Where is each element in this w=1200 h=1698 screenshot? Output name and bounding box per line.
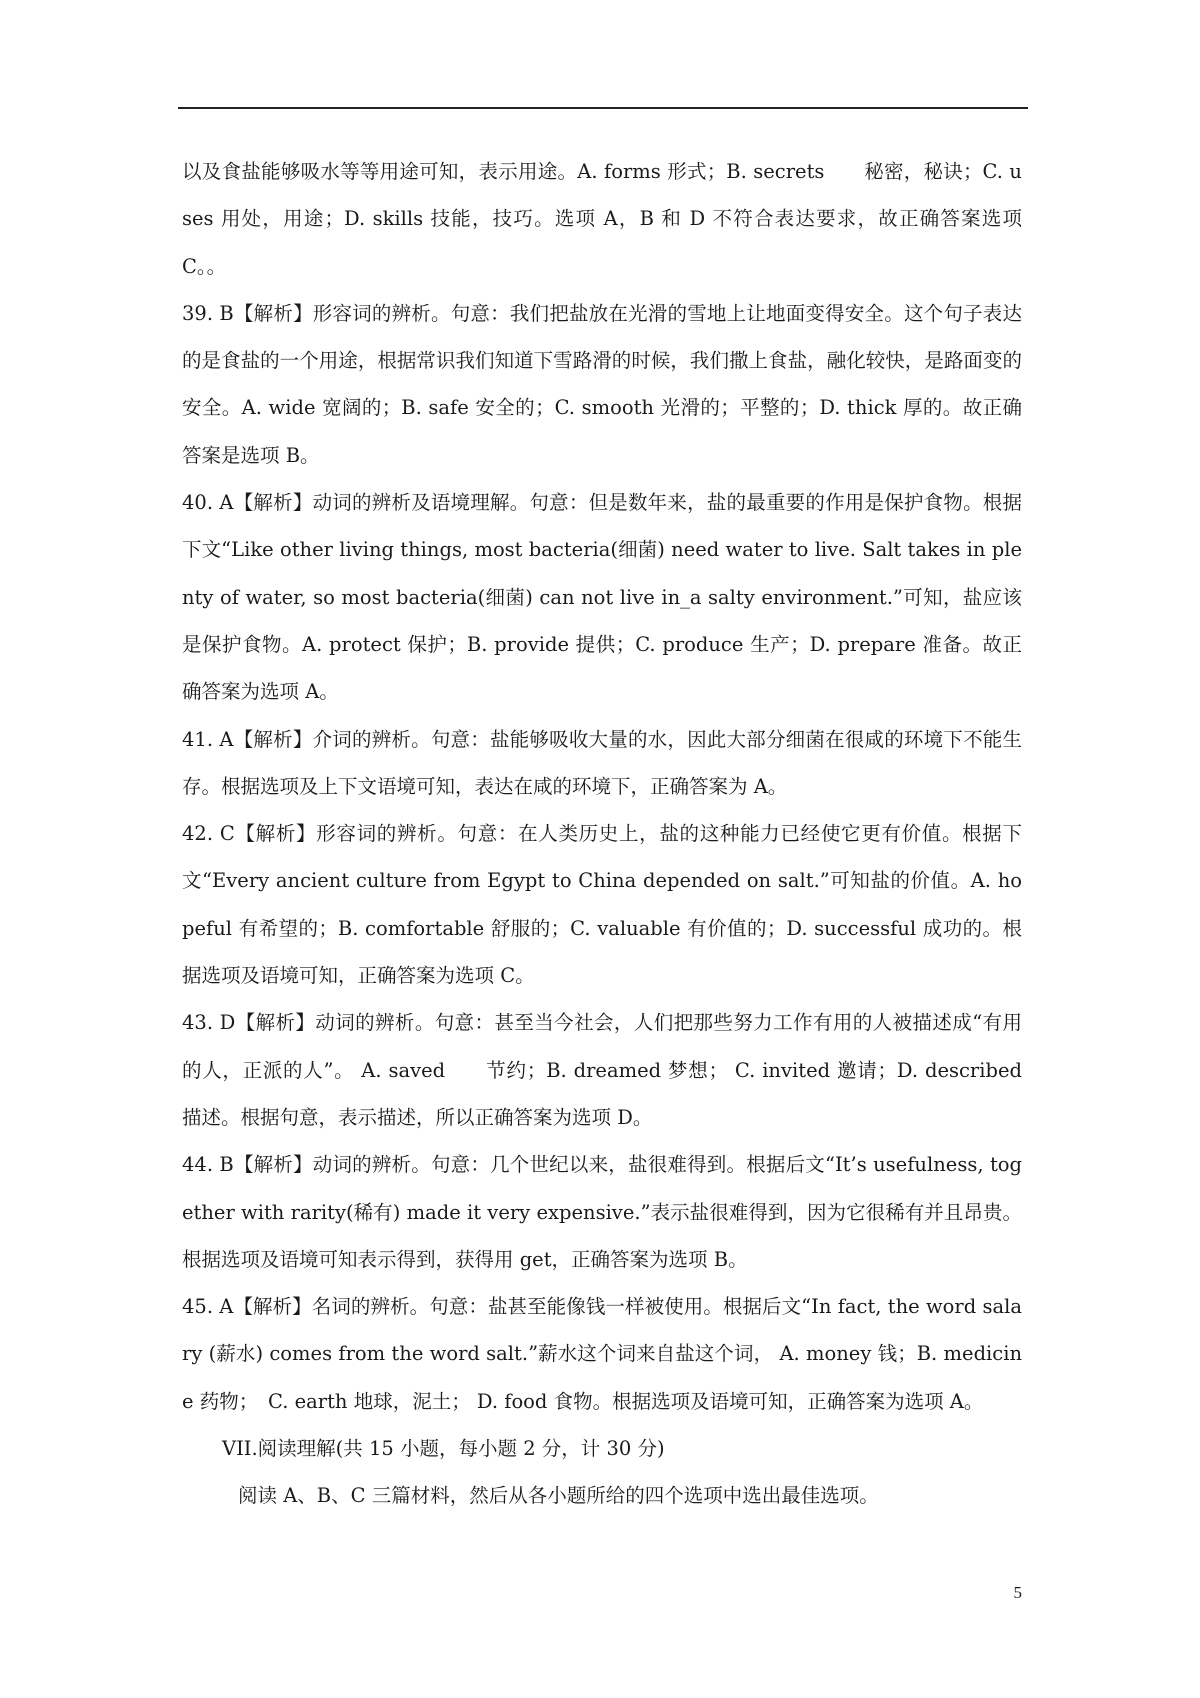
section-heading: VII.阅读理解(共 15 小题，每小题 2 分，计 30 分): [222, 1437, 665, 1461]
document-body: [182, 148, 1022, 1520]
page-number: 5: [1013, 1583, 1022, 1602]
paragraph-answer-42: 42. C【解析】形容词的辨析。句意：在人类历史上，盐的这种能力已经使它更有价值。根据下文“Every ancient culture from Egypt to China depended on salt.”可知盐的价值。A. hopeful 有希望的；B. comfortable 舒服的；C. valuable 有价值的；D. successful 成功的。根据选项及语境可知，正确答案为选项 C。: [182, 822, 1022, 988]
paragraph-answer-44: 44. B【解析】动词的辨析。句意：几个世纪以来，盐很难得到。根据后文“It’s usefulness, together with rarity(稀有) made it very expensive.”表示盐很难得到，因为它很稀有并且昂贵。根据选项及语境可知表示得到，获得用 get，正确答案为选项 B。: [182, 1153, 1022, 1271]
paragraph-answer-45: 45. A【解析】名词的辨析。句意：盐甚至能像钱一样被使用。根据后文“In fact, the word salary (薪水) comes from the word salt.”薪水这个词来自盐这个词， A. money 钱；B. medicine 药物； C. earth 地球，泥土； D. food 食物。根据选项及语境可知，正确答案为选项 A。: [182, 1295, 1022, 1413]
header-rule: [178, 107, 1028, 109]
paragraph-answer-40: 40. A【解析】动词的辨析及语境理解。句意：但是数年来，盐的最重要的作用是保护食物。根据下文“Like other living things, most bacteria(细菌) need water to live. Salt takes in plenty of water, so most bacteria(细菌) can not live in_a salty environment.”可知，盐应该是保护食物。A. protect 保护；B. provide 提供；C. produce 生产；D. prepare 准备。故正确答案为选项 A。: [182, 491, 1022, 704]
section-instruction: 阅读 A、B、C 三篇材料，然后从各小题所给的四个选项中选出最佳选项。: [238, 1484, 879, 1508]
paragraph-continuation-38: 以及食盐能够吸水等等用途可知，表示用途。A. forms 形式；B. secrets 秘密，秘诀；C. uses 用处，用途；D. skills 技能，技巧。选项 A，B 和 D 不符合表达要求，故正确答案选项 C。。: [182, 160, 1022, 278]
paragraph-answer-43: 43. D【解析】动词的辨析。句意：甚至当今社会，人们把那些努力工作有用的人被描述成“有用的人，正派的人”。 A. saved 节约；B. dreamed 梦想； C. invited 邀请；D. described 描述。根据句意，表示描述，所以正确答案为选项 D。: [182, 1011, 1022, 1129]
paragraph-answer-41: 41. A【解析】介词的辨析。句意：盐能够吸收大量的水，因此大部分细菌在很咸的环境下不能生存。根据选项及上下文语境可知，表达在咸的环境下，正确答案为 A。: [182, 727, 1022, 798]
paragraph-answer-39: 39. B【解析】形容词的辨析。句意：我们把盐放在光滑的雪地上让地面变得安全。这个句子表达的是食盐的一个用途，根据常识我们知道下雪路滑的时候，我们撒上食盐，融化较快，是路面变的安全。A. wide 宽阔的；B. safe 安全的；C. smooth 光滑的；平整的；D. thick 厚的。故正确答案是选项 B。: [182, 301, 1022, 467]
